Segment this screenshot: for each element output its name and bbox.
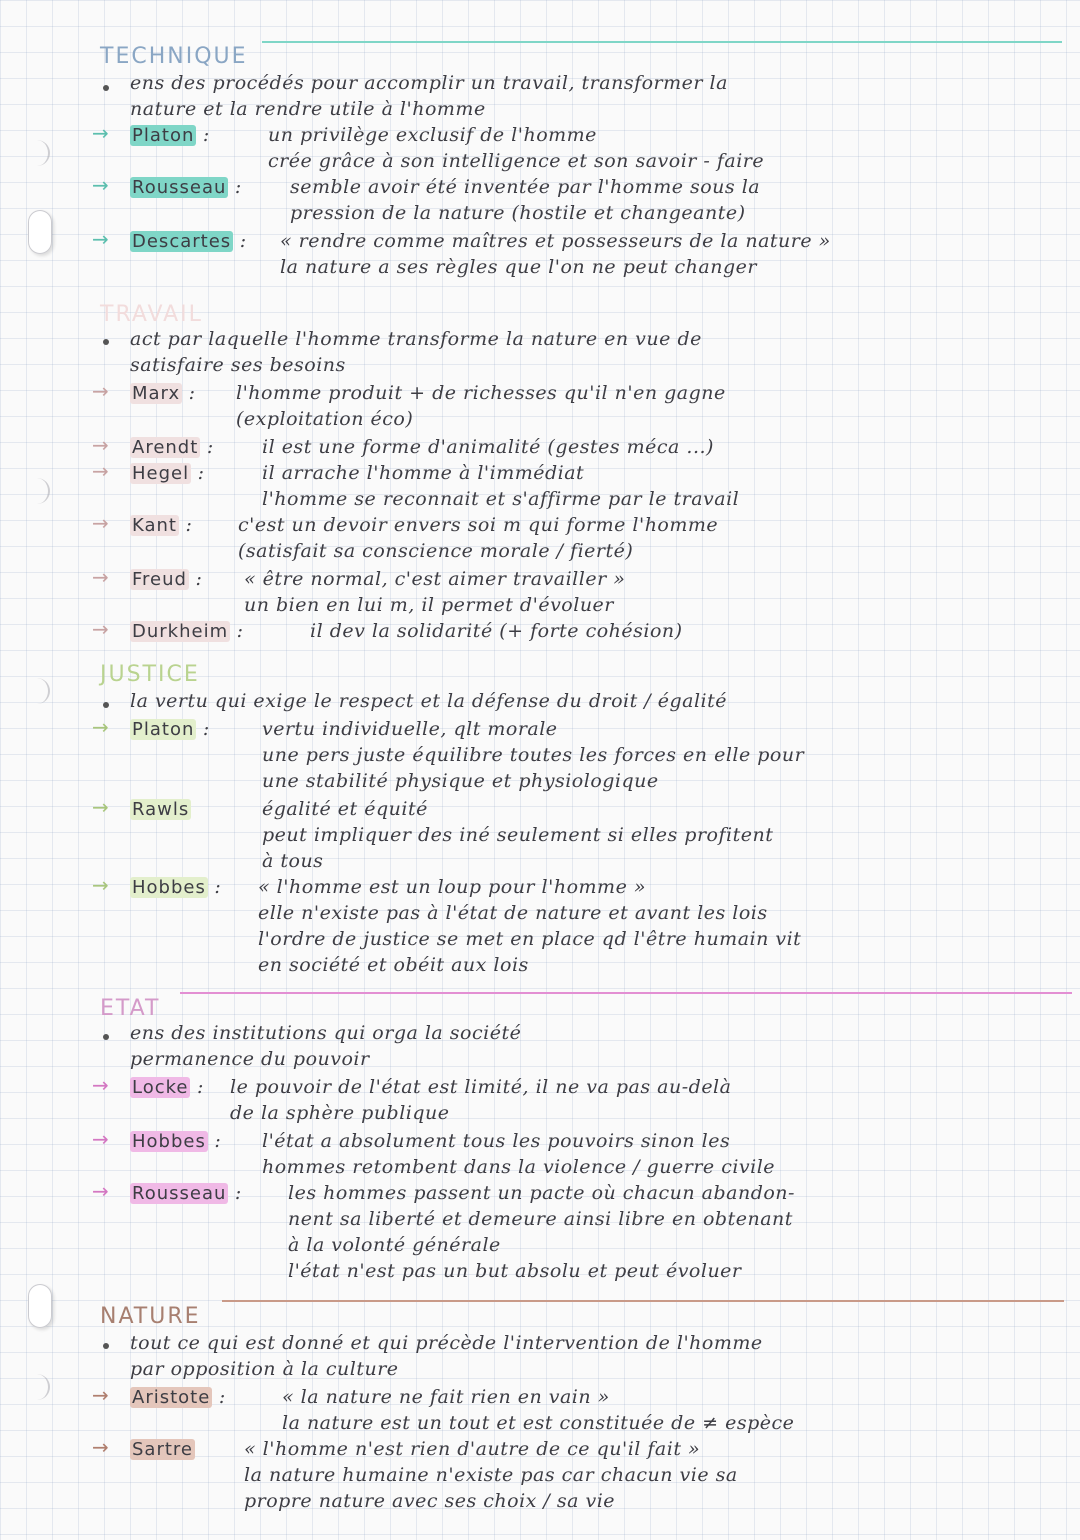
arrow-icon: → — [92, 1179, 109, 1203]
quote-line: elle n'existe pas à l'état de nature et avant les lois — [258, 902, 768, 924]
philosopher-name: Hegel — [132, 463, 190, 484]
philosopher-name: Freud — [132, 569, 187, 590]
arrow-icon: → — [92, 379, 109, 403]
section-title-travail: TRAVAIL — [100, 302, 203, 327]
arrow-icon: → — [92, 1383, 109, 1407]
quote-line: il est une forme d'animalité (gestes méca ...) — [262, 436, 714, 458]
philosopher-name: Rousseau — [132, 1183, 227, 1204]
quote-line: « l'homme n'est rien d'autre de ce qu'il fait » — [244, 1438, 701, 1460]
margin-mark — [30, 678, 50, 704]
definition-line: ens des institutions qui orga la société — [130, 1022, 522, 1044]
quote-line: (satisfait sa conscience morale / fierté) — [238, 540, 634, 562]
margin-mark — [30, 478, 50, 504]
philosopher-name: Marx — [132, 383, 181, 404]
philosopher-name: Platon — [132, 719, 195, 740]
quote-line: il dev la solidarité (+ forte cohésion) — [310, 620, 683, 642]
binder-hole — [28, 210, 52, 254]
philosopher-name: Sartre — [132, 1439, 193, 1460]
quote-line: propre nature avec ses choix / sa vie — [244, 1490, 616, 1512]
bullet — [103, 1343, 109, 1349]
section-rule-nature — [222, 1300, 1064, 1302]
philosopher-name: Hobbes — [132, 877, 206, 898]
arrow-icon: → — [92, 227, 109, 251]
margin-mark — [30, 140, 50, 166]
arrow-icon: → — [92, 459, 109, 483]
philosopher-name: Locke — [132, 1077, 189, 1098]
quote-line: vertu individuelle, qlt morale — [262, 718, 558, 740]
philosopher-name: Durkheim — [132, 621, 229, 642]
arrow-icon: → — [92, 565, 109, 589]
quote-line: de la sphère publique — [230, 1102, 450, 1124]
arrow-icon: → — [92, 617, 109, 641]
quote-line: la nature a ses règles que l'on ne peut changer — [280, 256, 757, 278]
arrow-icon: → — [92, 715, 109, 739]
arrow-icon: → — [92, 1073, 109, 1097]
bullet — [103, 339, 109, 345]
margin-mark — [30, 1374, 50, 1400]
philosopher-name: Platon — [132, 125, 195, 146]
quote-line: un privilège exclusif de l'homme — [268, 124, 597, 146]
bullet — [103, 1034, 109, 1040]
arrow-icon: → — [92, 795, 109, 819]
binder-hole — [28, 1284, 52, 1328]
philosopher-name: Arendt — [132, 437, 199, 458]
quote-line: l'état a absolument tous les pouvoirs sinon les — [262, 1130, 731, 1152]
quote-line: nent sa liberté et demeure ainsi libre en obtenant — [288, 1208, 793, 1230]
section-rule-technique — [262, 41, 1062, 43]
arrow-icon: → — [92, 121, 109, 145]
quote-line: semble avoir été inventée par l'homme sous la — [290, 176, 761, 198]
quote-line: « être normal, c'est aimer travailler » — [244, 568, 626, 590]
philosopher-name: Descartes — [132, 231, 232, 252]
quote-line: une stabilité physique et physiologique — [262, 770, 659, 792]
quote-line: « rendre comme maîtres et possesseurs de la nature » — [280, 230, 831, 252]
arrow-icon: → — [92, 873, 109, 897]
section-title-justice: JUSTICE — [100, 662, 200, 687]
quote-line: à tous — [262, 850, 324, 872]
quote-line: l'homme produit + de richesses qu'il n'en gagne — [236, 382, 726, 404]
quote-line: l'état n'est pas un but absolu et peut évoluer — [288, 1260, 742, 1282]
definition-line: par opposition à la culture — [130, 1358, 399, 1380]
definition-line: nature et la rendre utile à l'homme — [130, 98, 486, 120]
arrow-icon: → — [92, 1127, 109, 1151]
arrow-icon: → — [92, 511, 109, 535]
quote-line: crée grâce à son intelligence et son savoir - faire — [268, 150, 765, 172]
quote-line: en société et obéit aux lois — [258, 954, 529, 976]
section-title-etat: ETAT — [100, 996, 161, 1021]
philosopher-name: Kant — [132, 515, 177, 536]
definition-line: tout ce qui est donné et qui précède l'intervention de l'homme — [130, 1332, 763, 1354]
section-title-nature: NATURE — [100, 1304, 201, 1329]
quote-line: une pers juste équilibre toutes les forces en elle pour — [262, 744, 805, 766]
quote-line: peut impliquer des iné seulement si elles profitent — [262, 824, 774, 846]
section-title-technique: TECHNIQUE — [100, 44, 248, 69]
arrow-icon: → — [92, 433, 109, 457]
quote-line: égalité et équité — [262, 798, 428, 820]
quote-line: l'homme se reconnait et s'affirme par le travail — [262, 488, 740, 510]
quote-line: hommes retombent dans la violence / guerre civile — [262, 1156, 776, 1178]
quote-line: pression de la nature (hostile et changeante) — [290, 202, 746, 224]
quote-line: le pouvoir de l'état est limité, il ne va pas au-delà — [230, 1076, 732, 1098]
quote-line: « la nature ne fait rien en vain » — [282, 1386, 610, 1408]
philosopher-name: Hobbes — [132, 1131, 206, 1152]
definition-line: permanence du pouvoir — [130, 1048, 370, 1070]
definition-line: la vertu qui exige le respect et la défense du droit / égalité — [130, 690, 727, 712]
quote-line: « l'homme est un loup pour l'homme » — [258, 876, 646, 898]
quote-line: l'ordre de justice se met en place qd l'être humain vit — [258, 928, 802, 950]
arrow-icon: → — [92, 1435, 109, 1459]
quote-line: la nature humaine n'existe pas car chacun vie sa — [244, 1464, 738, 1486]
bullet — [103, 85, 109, 91]
quote-line: la nature est un tout et est constituée de ≠ espèce — [282, 1412, 795, 1434]
definition-line: ens des procédés pour accomplir un travail, transformer la — [130, 72, 728, 94]
definition-line: act par laquelle l'homme transforme la nature en vue de — [130, 328, 702, 350]
arrow-icon: → — [92, 173, 109, 197]
philosopher-name: Rousseau — [132, 177, 227, 198]
quote-line: (exploitation éco) — [236, 408, 414, 430]
quote-line: c'est un devoir envers soi m qui forme l'homme — [238, 514, 719, 536]
quote-line: les hommes passent un pacte où chacun abandon- — [288, 1182, 795, 1204]
section-rule-etat — [180, 992, 1072, 994]
bullet — [103, 702, 109, 708]
quote-line: un bien en lui m, il permet d'évoluer — [244, 594, 614, 616]
definition-line: satisfaire ses besoins — [130, 354, 346, 376]
quote-line: à la volonté générale — [288, 1234, 501, 1256]
philosopher-name: Aristote — [132, 1387, 211, 1408]
philosopher-name: Rawls — [132, 799, 190, 820]
quote-line: il arrache l'homme à l'immédiat — [262, 462, 585, 484]
